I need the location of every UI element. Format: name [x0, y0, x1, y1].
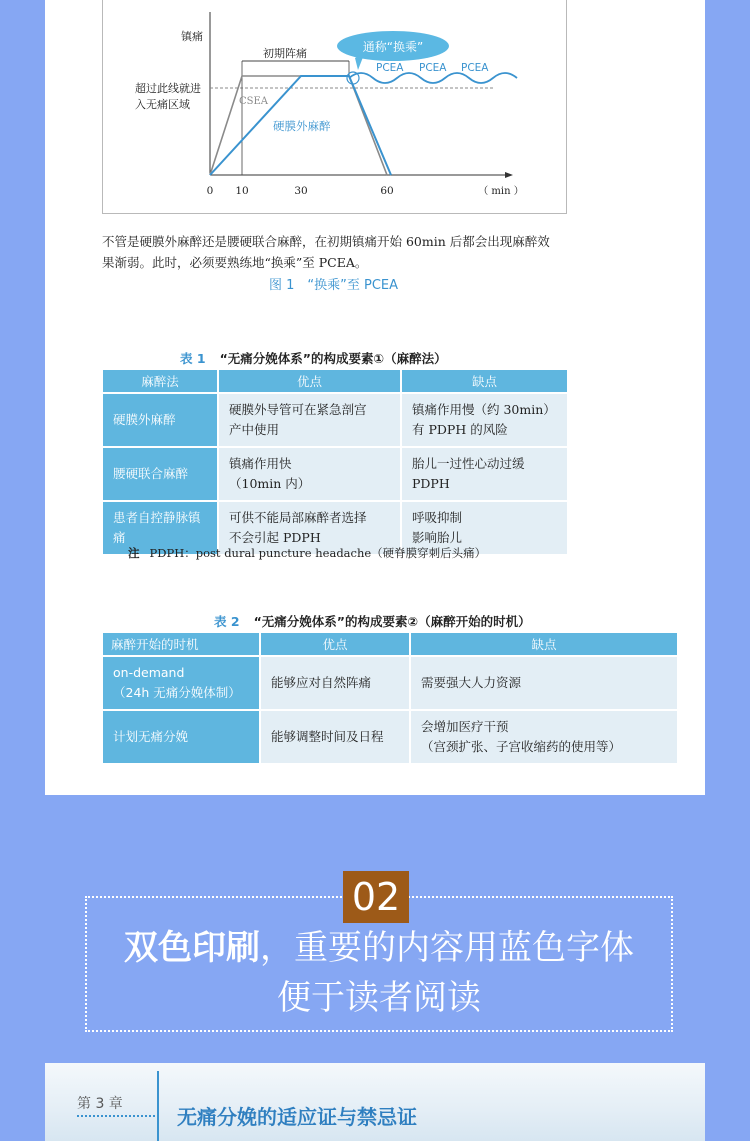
table-2-cons-cell: 需要强大人力资源: [411, 657, 677, 709]
cell-line: 会增加医疗干预: [421, 719, 509, 734]
table-2-header-timing: 麻醉开始的时机: [103, 633, 259, 655]
table-2-cons-cell: [411, 711, 677, 763]
table-1-method-pcia: 患者自控静脉镇痛: [103, 502, 217, 554]
note-text: PDPH：post dural puncture headache（硬脊膜穿刺后头痛）: [149, 546, 487, 560]
x-axis-arrow: [505, 172, 513, 178]
chapter-title: 无痛分娩的适应证与禁忌证: [177, 1105, 417, 1129]
cell-line: 胎儿一过性心动过缓: [412, 456, 525, 471]
pcea-wave: [349, 73, 517, 83]
csea-label: CSEA: [239, 96, 269, 107]
cell-line: 影响胎儿: [412, 530, 463, 545]
cell-line: on-demand: [113, 665, 185, 680]
x-tick-0: 0: [206, 185, 214, 197]
cell-line: PDPH: [412, 476, 450, 491]
cell-line: （宫颈扩张、子宫收缩药的使用等）: [421, 739, 622, 754]
feature-number-badge: 02: [343, 871, 409, 923]
caption-line-1: 不管是硬膜外麻醉还是腰硬联合麻醉，在初期镇痛开始 60min 后都会出现麻醉效: [102, 234, 550, 249]
cell-line: （10min 内）: [229, 476, 311, 491]
table-2-timing-on-demand: [103, 657, 259, 709]
cell-line: 可供不能局部麻醉者选择: [229, 510, 367, 525]
epidural-label: 硬膜外麻醉: [273, 119, 331, 133]
cell-line: 不会引起 PDPH: [229, 530, 321, 545]
figure-caption: [102, 231, 602, 273]
table-1-method-epidural: 硬膜外麻醉: [103, 394, 217, 446]
feature-highlight: 双色印刷: [124, 928, 260, 968]
table-2-number: 表 2: [214, 614, 240, 629]
table-1-note: [128, 545, 486, 561]
table-1-header-method: 麻醉法: [103, 370, 217, 392]
table-1-header-cons: 缺点: [402, 370, 567, 392]
table-1-cons-cell: [402, 448, 567, 500]
threshold-label-2: 入无痛区域: [135, 98, 190, 111]
table-2-title: [214, 612, 531, 630]
table-1-pros-cell: [219, 448, 400, 500]
table-1: [101, 368, 569, 556]
analgesia-curve-graph: [103, 0, 566, 213]
x-tick-10: 10: [235, 185, 249, 197]
cell-line: （24h 无痛分娩体制）: [113, 685, 241, 700]
table-1-title: [180, 349, 447, 367]
table-1-header-pros: 优点: [219, 370, 400, 392]
table-2-timing-planned: 计划无痛分娩: [103, 711, 259, 763]
x-tick-60: 60: [380, 185, 394, 197]
cell-line: 产中使用: [229, 422, 280, 437]
table-1-cons-cell: [402, 394, 567, 446]
table-1-number: 表 1: [180, 351, 206, 366]
table-2-header-row: [103, 633, 677, 655]
chapter-number: 第 3 章: [77, 1096, 123, 1112]
figure-title: 图 1 “换乘”至 PCEA: [268, 278, 399, 293]
table-row: [103, 394, 567, 446]
cell-line: 镇痛作用慢（约 30min）: [412, 402, 556, 417]
initial-pain-label: 初期阵痛: [263, 47, 307, 60]
bubble-label: 通称“换乘”: [362, 40, 424, 54]
table-2-header-pros: 优点: [261, 633, 409, 655]
table-2-pros-cell: 能够调整时间及日程: [261, 711, 409, 763]
table-1-pros-cell: [219, 394, 400, 446]
table-2-title-text: “无痛分娩体系”的构成要素②（麻醉开始的时机）: [253, 614, 531, 629]
note-label: 注: [128, 546, 140, 560]
table-2: [101, 631, 679, 765]
feature-headline-line-2: 便于读者阅读: [277, 978, 481, 1018]
cell-line: 硬膜外导管可在紧急剖宫: [229, 402, 367, 417]
pcea-label-1: PCEA: [376, 62, 404, 74]
threshold-label-1: 超过此线就进: [135, 82, 201, 95]
chapter-banner: [45, 1063, 705, 1141]
table-1-method-cse: 腰硬联合麻醉: [103, 448, 217, 500]
feature-headline-line-1: [85, 923, 673, 973]
figure-1-chart: [102, 0, 567, 214]
chapter-dotted-rule: [77, 1115, 155, 1117]
pcea-label-3: PCEA: [461, 62, 489, 74]
table-row: [103, 711, 677, 763]
feature-rest: ，重要的内容用蓝色字体: [260, 928, 634, 968]
table-2-header-cons: 缺点: [411, 633, 677, 655]
feature-headline: [85, 923, 673, 1023]
y-axis-label: 镇痛: [181, 30, 203, 43]
cell-line: 呼吸抑制: [412, 510, 463, 525]
x-unit-label: （ min ）: [478, 186, 524, 197]
cell-line: 镇痛作用快: [229, 456, 292, 471]
table-row: [103, 657, 677, 709]
table-2-pros-cell: 能够应对自然阵痛: [261, 657, 409, 709]
pcea-label-2: PCEA: [419, 62, 447, 74]
table-1-header-row: [103, 370, 567, 392]
table-row: [103, 448, 567, 500]
cell-line: 有 PDPH 的风险: [412, 422, 508, 437]
caption-line-2: 果渐弱。此时，必须要熟练地“换乘”至 PCEA。: [102, 255, 368, 270]
x-tick-30: 30: [294, 185, 308, 197]
chapter-divider: [157, 1071, 159, 1141]
table-1-title-text: “无痛分娩体系”的构成要素①（麻醉法）: [219, 351, 447, 366]
